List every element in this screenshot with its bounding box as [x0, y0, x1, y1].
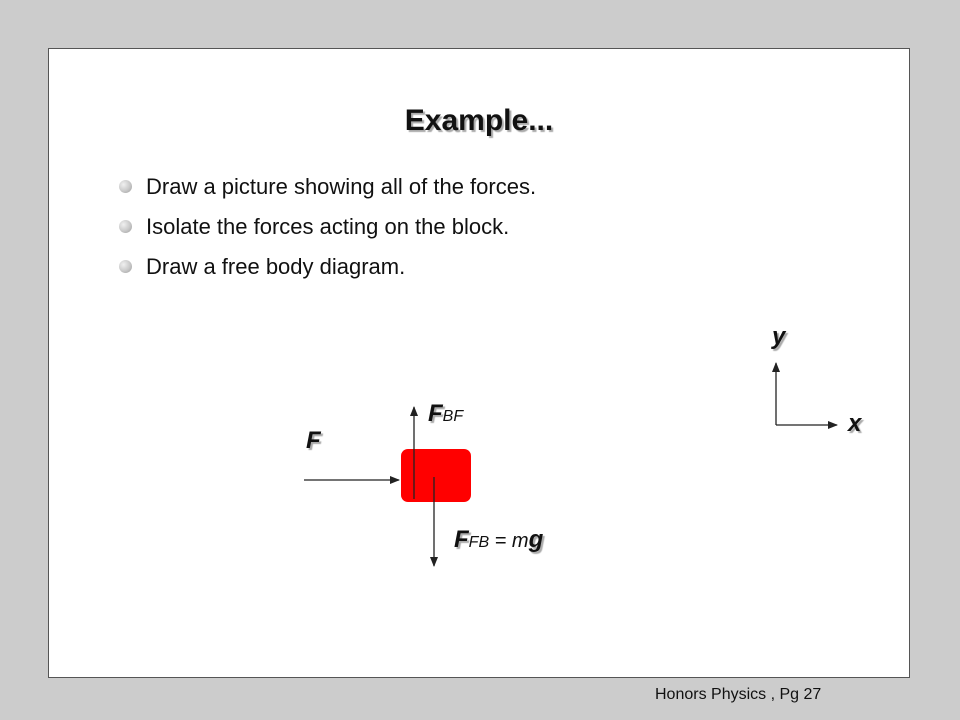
bullet-text: Draw a free body diagram.: [146, 254, 406, 279]
block: [401, 449, 471, 502]
y-axis-label: y: [772, 323, 786, 350]
normal-force-symbol: F: [428, 400, 443, 427]
slide-title: Example...: [404, 104, 554, 137]
x-axis-label: x: [848, 410, 862, 437]
weight-force-subscript: FB: [468, 534, 490, 551]
weight-force-symbol: F: [454, 526, 469, 553]
bullet-text: Draw a picture showing all of the forces.: [146, 174, 537, 199]
applied-force-label: F: [306, 427, 321, 454]
normal-force-subscript: BF: [442, 408, 464, 425]
gravity-symbol: g: [528, 526, 544, 553]
weight-force-equation: = m: [489, 530, 529, 552]
bullet-text: Isolate the forces acting on the block.: [146, 214, 510, 239]
weight-force-label: [454, 526, 543, 554]
normal-force-label: [428, 400, 463, 428]
footer-page-label: Honors Physics , Pg 27: [655, 686, 822, 703]
